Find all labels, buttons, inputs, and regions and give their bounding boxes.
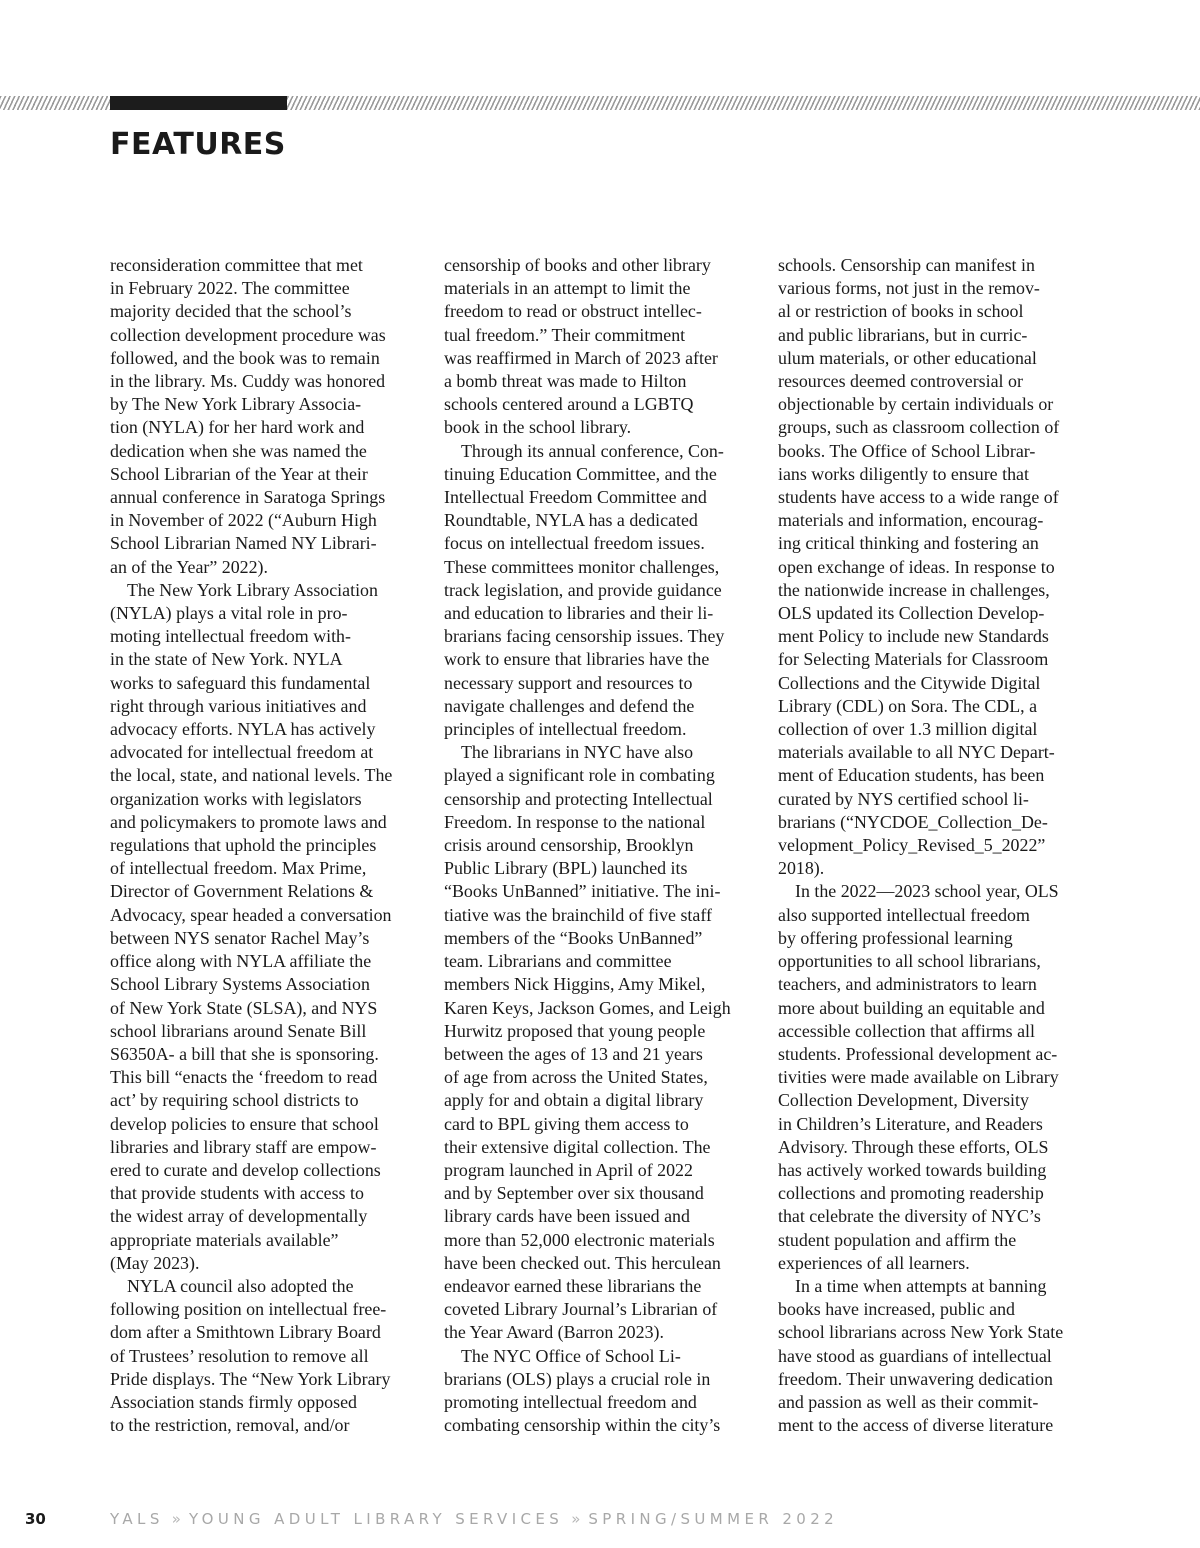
text-line: curated by NYS certified school li- — [778, 788, 1029, 809]
text-line: to the restriction, removal, and/or — [110, 1415, 350, 1436]
text-line: members of the “Books UnBanned” — [444, 927, 703, 948]
text-line: also supported intellectual freedom — [778, 904, 1030, 925]
text-line: teachers, and administrators to learn — [778, 974, 1037, 995]
footer-separator-2: » — [571, 1510, 581, 1528]
text-line: collections and promoting readership — [778, 1183, 1044, 1204]
text-line: tinuing Education Committee, and the — [444, 463, 717, 484]
text-line: the local, state, and national levels. The — [110, 765, 393, 786]
text-line: majority decided that the school’s — [110, 301, 352, 322]
text-line: combating censorship within the city’s — [444, 1415, 721, 1436]
text-line: and education to libraries and their li- — [444, 603, 714, 624]
text-line: members Nick Higgins, Amy Mikel, — [444, 974, 706, 995]
text-line: dedication when she was named the — [110, 440, 367, 461]
text-line: censorship and protecting Intellectual — [444, 788, 713, 809]
text-line: censorship of books and other library — [444, 255, 711, 275]
text-line: collection of over 1.3 million digital — [778, 719, 1038, 740]
text-line: have stood as guardians of intellectual — [778, 1345, 1052, 1366]
text-line: groups, such as classroom collection of — [778, 417, 1060, 438]
text-line: schools. Censorship can manifest in — [778, 255, 1035, 275]
text-line: following position on intellectual free- — [110, 1299, 387, 1320]
text-line: that celebrate the diversity of NYC’s — [778, 1206, 1041, 1227]
text-line: Library (CDL) on Sora. The CDL, a — [778, 695, 1038, 716]
text-column-3 — [778, 254, 1090, 1437]
text-line: ing critical thinking and fostering an — [778, 533, 1039, 554]
text-line: Karen Keys, Jackson Gomes, and Leigh — [444, 997, 731, 1018]
footer-separator-1: » — [171, 1510, 181, 1528]
text-line: brarians (“NYCDOE_Collection_De- — [778, 811, 1048, 832]
text-line: Advocacy, spear headed a conversation — [110, 904, 392, 925]
text-line: Freedom. In response to the national — [444, 811, 706, 832]
text-line: tion (NYLA) for her hard work and — [110, 417, 365, 438]
text-line: libraries and library staff are empow- — [110, 1136, 377, 1157]
text-line: and by September over six thousand — [444, 1183, 704, 1204]
text-line: In a time when attempts at banning — [795, 1275, 1047, 1296]
text-line: of intellectual freedom. Max Prime, — [110, 858, 367, 879]
text-line: opportunities to all school librarians, — [778, 951, 1041, 972]
text-line: open exchange of ideas. In response to — [778, 556, 1055, 577]
text-line: team. Librarians and committee — [444, 951, 672, 972]
text-line: in February 2022. The committee — [110, 278, 350, 299]
text-line: al or restriction of books in school — [778, 301, 1024, 322]
text-line: tual freedom.” Their commitment — [444, 324, 686, 345]
text-line: “Books UnBanned” initiative. The ini- — [444, 881, 721, 902]
text-line: played a significant role in combating — [444, 765, 715, 786]
text-line: by The New York Library Associa- — [110, 394, 362, 415]
publication-name: YOUNG ADULT LIBRARY SERVICES — [188, 1510, 564, 1528]
text-column-2 — [444, 254, 756, 1437]
text-line: between the ages of 13 and 21 years — [444, 1043, 703, 1064]
text-line: focus on intellectual freedom issues. — [444, 533, 705, 554]
text-line: materials and information, encourag- — [778, 510, 1044, 531]
text-line: of New York State (SLSA), and NYS — [110, 997, 378, 1018]
text-line: tivities were made available on Library — [778, 1067, 1059, 1088]
text-line: endeavor earned these librarians the — [444, 1275, 702, 1296]
text-line: ment of Education students, has been — [778, 765, 1045, 786]
text-line: materials available to all NYC Depart- — [778, 742, 1055, 763]
text-line: track legislation, and provide guidance — [444, 579, 722, 600]
text-line: and policymakers to promote laws and — [110, 811, 387, 832]
text-line: 2018). — [778, 858, 825, 879]
text-line: books have increased, public and — [778, 1299, 1015, 1320]
text-line: materials in an attempt to limit the — [444, 278, 691, 299]
text-line: Collection Development, Diversity — [778, 1090, 1029, 1111]
text-line: office along with NYLA affiliate the — [110, 951, 372, 972]
text-line: Public Library (BPL) launched its — [444, 858, 688, 879]
text-line: has actively worked towards building — [778, 1159, 1047, 1180]
text-line: work to ensure that libraries have the — [444, 649, 710, 670]
text-line: ulum materials, or other educational — [778, 347, 1037, 368]
text-line: accessible collection that affirms all — [778, 1020, 1035, 1041]
text-line: moting intellectual freedom with- — [110, 626, 351, 647]
text-line: the Year Award (Barron 2023). — [444, 1322, 664, 1343]
text-line: ered to curate and develop collections — [110, 1159, 381, 1180]
text-line: These committees monitor challenges, — [444, 556, 720, 577]
text-line: OLS updated its Collection Develop- — [778, 603, 1045, 624]
text-line: the widest array of developmentally — [110, 1206, 368, 1227]
text-line: act’ by requiring school districts to — [110, 1090, 359, 1111]
publication-abbr: YALS — [110, 1510, 164, 1528]
text-line: Director of Government Relations & — [110, 881, 374, 902]
text-line: book in the school library. — [444, 417, 632, 438]
text-line: was reaffirmed in March of 2023 after — [444, 347, 718, 368]
text-line: develop policies to ensure that school — [110, 1113, 379, 1134]
text-column-1 — [110, 254, 422, 1437]
text-line: that provide students with access to — [110, 1183, 364, 1204]
page-number: 30 — [25, 1510, 46, 1528]
text-line: ians works diligently to ensure that — [778, 463, 1029, 484]
text-line: in November of 2022 (“Auburn High — [110, 510, 377, 531]
text-line: tiative was the brainchild of five staff — [444, 904, 712, 925]
text-line: Roundtable, NYLA has a dedicated — [444, 510, 698, 531]
text-line: principles of intellectual freedom. — [444, 719, 687, 740]
text-line: by offering professional learning — [778, 927, 1013, 948]
text-line: School Librarian of the Year at their — [110, 463, 368, 484]
text-line: brarians (OLS) plays a crucial role in — [444, 1368, 711, 1389]
text-line: reconsideration committee that met — [110, 255, 363, 275]
text-line: books. The Office of School Librar- — [778, 440, 1036, 461]
text-line: The NYC Office of School Li- — [461, 1345, 681, 1366]
text-line: school librarians around Senate Bill — [110, 1020, 367, 1041]
text-line: NYLA council also adopted the — [127, 1275, 354, 1296]
text-line: an of the Year” 2022). — [110, 556, 268, 577]
text-line: In the 2022—2023 school year, OLS — [795, 881, 1059, 902]
text-line: Advisory. Through these efforts, OLS — [778, 1136, 1049, 1157]
text-line: organization works with legislators — [110, 788, 362, 809]
text-line: and passion as well as their commit- — [778, 1391, 1039, 1412]
text-line: apply for and obtain a digital library — [444, 1090, 704, 1111]
text-line: (May 2023). — [110, 1252, 200, 1273]
text-line: of Trustees’ resolution to remove all — [110, 1345, 369, 1366]
header-accent-bar — [110, 96, 287, 110]
text-line: ment to the access of diverse literature — [778, 1415, 1054, 1436]
text-line: ment Policy to include new Standards — [778, 626, 1049, 647]
text-line: in the library. Ms. Cuddy was honored — [110, 371, 386, 392]
text-line: The New York Library Association — [127, 579, 378, 600]
text-line: card to BPL giving them access to — [444, 1113, 689, 1134]
text-line: Hurwitz proposed that young people — [444, 1020, 706, 1041]
text-line: collection development procedure was — [110, 324, 386, 345]
text-line: School Library Systems Association — [110, 974, 370, 995]
text-line: more than 52,000 electronic materials — [444, 1229, 715, 1250]
text-line: schools centered around a LGBTQ — [444, 394, 694, 415]
text-line: have been checked out. This herculean — [444, 1252, 721, 1273]
text-line: Association stands firmly opposed — [110, 1391, 357, 1412]
text-line: for Selecting Materials for Classroom — [778, 649, 1049, 670]
text-line: works to safeguard this fundamental — [110, 672, 371, 693]
text-line: the nationwide increase in challenges, — [778, 579, 1050, 600]
text-line: freedom to read or obstruct intellec- — [444, 301, 702, 322]
text-line: Pride displays. The “New York Library — [110, 1368, 391, 1389]
text-line: freedom. Their unwavering dedication — [778, 1368, 1053, 1389]
text-line: promoting intellectual freedom and — [444, 1391, 697, 1412]
text-line: student population and affirm the — [778, 1229, 1017, 1250]
text-line: This bill “enacts the ‘freedom to read — [110, 1067, 378, 1088]
text-line: resources deemed controversial or — [778, 371, 1023, 392]
text-line: advocated for intellectual freedom at — [110, 742, 374, 763]
text-line: experiences of all learners. — [778, 1252, 970, 1273]
text-line: program launched in April of 2022 — [444, 1159, 693, 1180]
text-line: between NYS senator Rachel May’s — [110, 927, 370, 948]
text-line: navigate challenges and defend the — [444, 695, 695, 716]
text-line: students have access to a wide range of — [778, 487, 1059, 508]
text-line: necessary support and resources to — [444, 672, 693, 693]
text-line: in the state of New York. NYLA — [110, 649, 343, 670]
text-line: their extensive digital collection. The — [444, 1136, 711, 1157]
text-line: velopment_Policy_Revised_5_2022” — [778, 835, 1046, 856]
section-title: FEATURES — [110, 127, 286, 162]
text-line: Through its annual conference, Con- — [461, 440, 724, 461]
text-line: S6350A- a bill that she is sponsoring. — [110, 1043, 379, 1064]
text-line: library cards have been issued and — [444, 1206, 690, 1227]
text-line: objectionable by certain individuals or — [778, 394, 1054, 415]
text-line: students. Professional development ac- — [778, 1043, 1058, 1064]
text-line: of age from across the United States, — [444, 1067, 708, 1088]
running-footer — [110, 1510, 838, 1528]
text-line: advocacy efforts. NYLA has actively — [110, 719, 376, 740]
text-line: more about building an equitable and — [778, 997, 1045, 1018]
text-line: (NYLA) plays a vital role in pro- — [110, 603, 348, 624]
text-line: annual conference in Saratoga Springs — [110, 487, 386, 508]
text-line: Intellectual Freedom Committee and — [444, 487, 707, 508]
text-line: Collections and the Citywide Digital — [778, 672, 1041, 693]
text-line: dom after a Smithtown Library Board — [110, 1322, 381, 1343]
text-line: appropriate materials available” — [110, 1229, 339, 1250]
text-line: School Librarian Named NY Librari- — [110, 533, 377, 554]
text-line: in Children’s Literature, and Readers — [778, 1113, 1043, 1134]
text-line: and public librarians, but in curric- — [778, 324, 1028, 345]
text-line: brarians facing censorship issues. They — [444, 626, 725, 647]
text-line: a bomb threat was made to Hilton — [444, 371, 687, 392]
text-line: right through various initiatives and — [110, 695, 367, 716]
text-line: various forms, not just in the remov- — [778, 278, 1040, 299]
text-line: followed, and the book was to remain — [110, 347, 380, 368]
text-line: coveted Library Journal’s Librarian of — [444, 1299, 718, 1320]
page-footer — [0, 1508, 1200, 1530]
text-line: school librarians across New York State — [778, 1322, 1064, 1343]
issue-label: SPRING/SUMMER 2022 — [588, 1510, 839, 1528]
text-line: regulations that uphold the principles — [110, 835, 377, 856]
text-line: crisis around censorship, Brooklyn — [444, 835, 694, 856]
text-line: The librarians in NYC have also — [461, 742, 694, 763]
